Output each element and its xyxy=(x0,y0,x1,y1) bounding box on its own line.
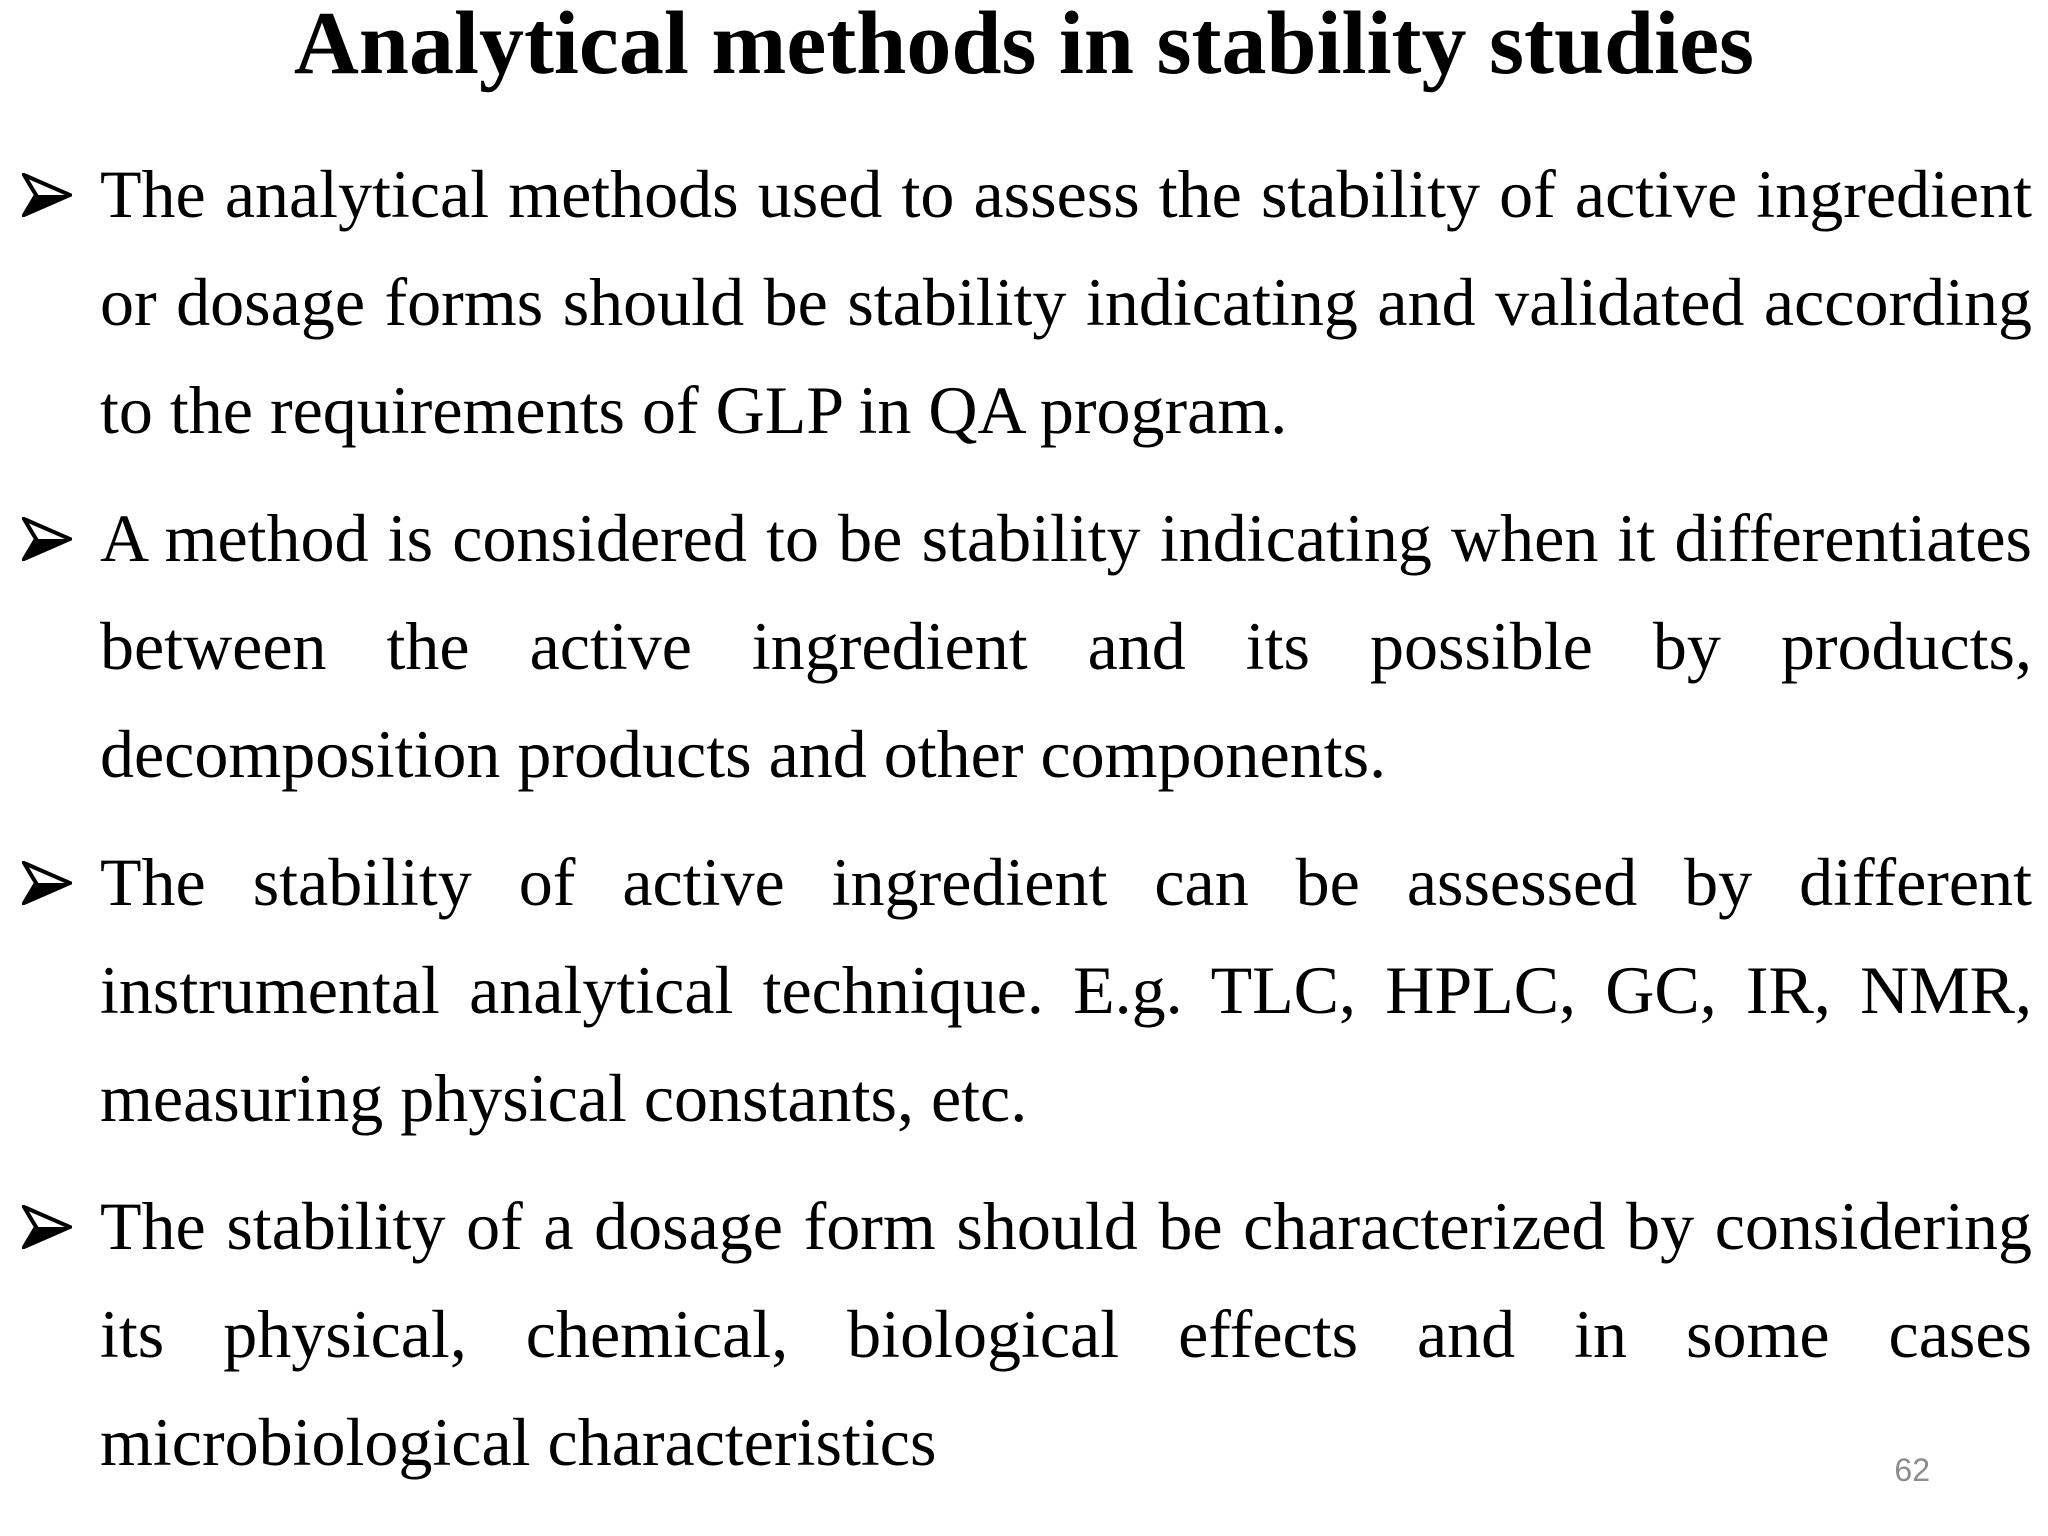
bullet-list xyxy=(22,140,2032,1516)
arrowhead-bullet-icon xyxy=(22,173,72,217)
arrowhead-bullet-icon xyxy=(22,1205,72,1249)
page-number: 62 xyxy=(1894,1452,1930,1488)
bullet-item-1 xyxy=(22,140,2032,464)
bullet-item-4 xyxy=(22,1172,2032,1496)
bullet-text: The stability of a dosage form should be characterized by considering its physical, chemical, biological effects and in some cases microbiological characteristics xyxy=(100,1188,2032,1480)
bullet-text: The stability of active ingredient can be assessed by different instrumental analytical technique. E.g. TLC, HPLC, GC, IR, NMR, measuring physical constants, etc. xyxy=(100,844,2032,1136)
arrowhead-bullet-icon xyxy=(22,517,72,561)
bullet-item-3 xyxy=(22,828,2032,1152)
arrowhead-bullet-icon xyxy=(22,861,72,905)
slide-title: Analytical methods in stability studies xyxy=(293,0,1755,93)
bullet-text: The analytical methods used to assess the stability of active ingredient or dosage forms should be stability indicating and validated according to the requirements of GLP in QA program. xyxy=(100,156,2032,448)
bullet-item-2 xyxy=(22,484,2032,808)
bullet-text: A method is considered to be stability indicating when it differentiates between the active ingredient and its possible by products, decomposition products and other components. xyxy=(100,500,2032,792)
